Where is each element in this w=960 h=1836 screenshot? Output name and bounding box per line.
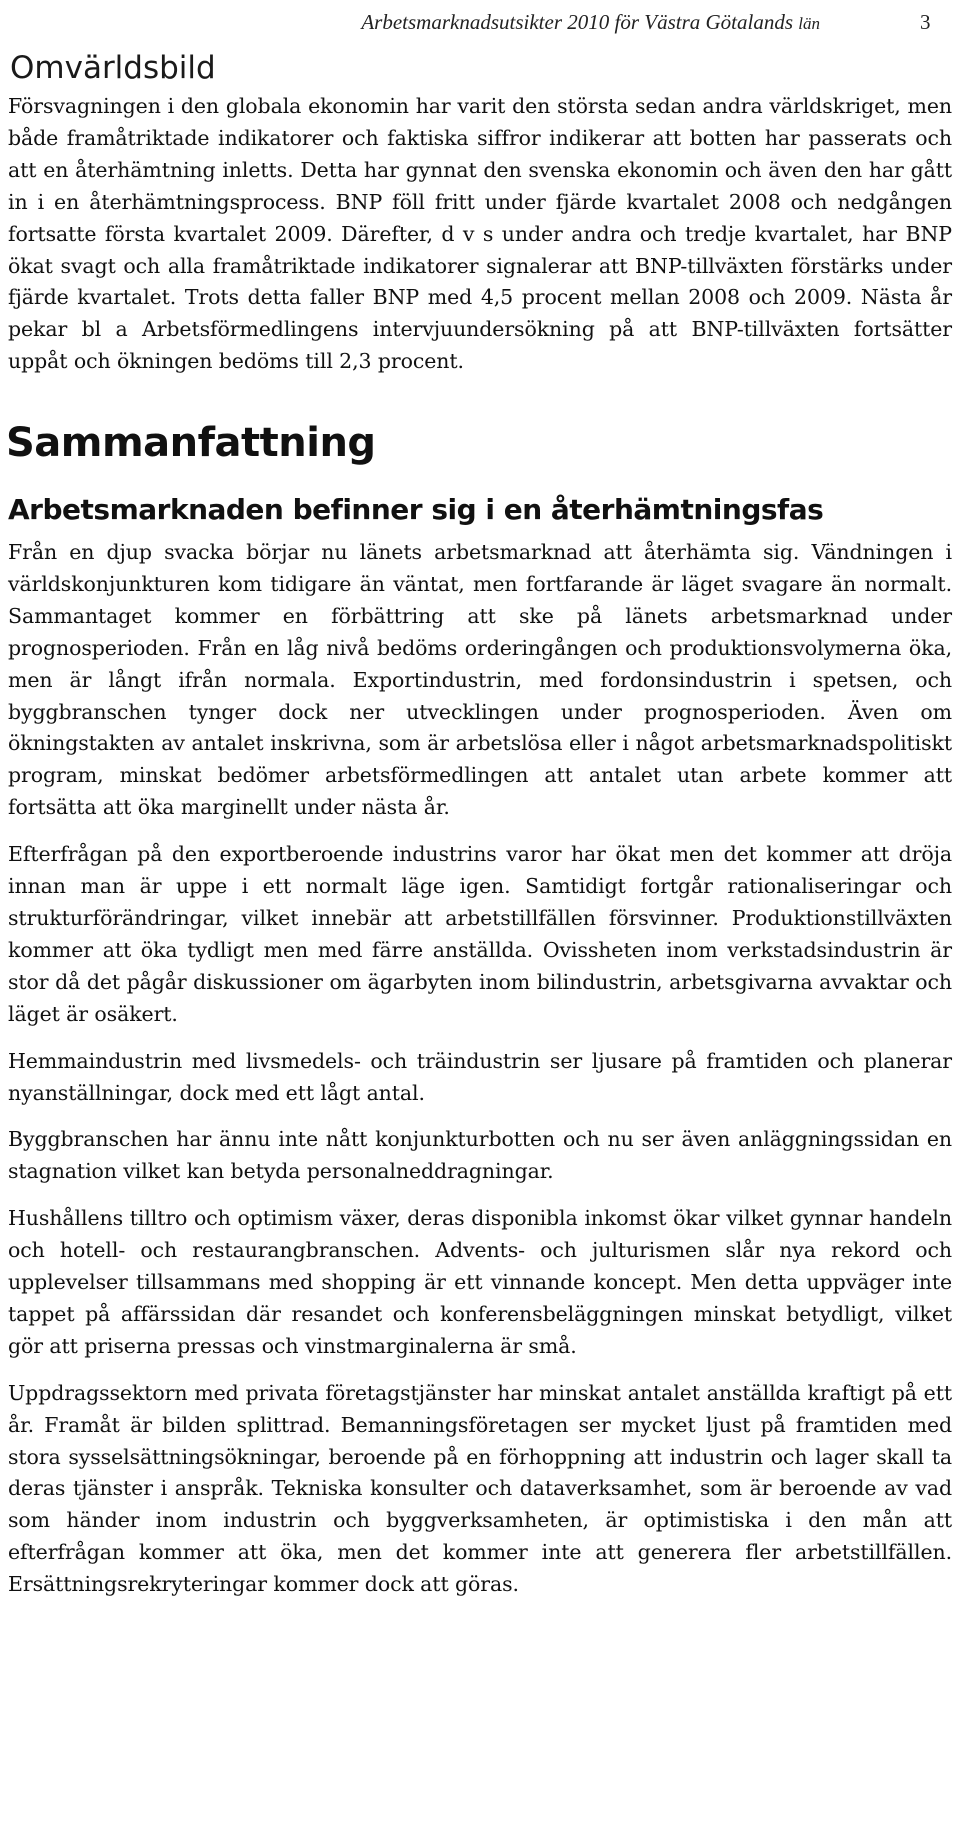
section-omvarldsbild-body: [8, 91, 952, 378]
page-number: 3: [920, 10, 931, 34]
section-heading-sammanfattning: Sammanfattning: [6, 420, 376, 466]
paragraph: Försvagningen i den globala ekonomin har varit den största sedan andra världskriget, men både framåtriktade indikatorer och faktiska siffror indikerar att botten har passerats och att en återhämtning inletts. Detta har gynnat den svenska ekonomin och även den har gått in i en återhämtningsprocess. BNP föll fritt under fjärde kvartalet 2008 och nedgången fortsatte första kvartalet 2009. Därefter, d v s under andra och tredje kvartalet, har BNP ökat svagt och alla framåtriktade indikatorer signalerar att BNP-tillväxten förstärks under fjärde kvartalet. Trots detta faller BNP med 4,5 procent mellan 2008 och 2009. Nästa år pekar bl a Arbetsförmedlingens intervjuundersökning på att BNP-tillväxten fortsätter uppåt och ökningen bedöms till 2,3 procent.: [8, 94, 952, 374]
running-title-small: län: [798, 14, 820, 33]
section-heading-omvarldsbild: Omvärldsbild: [10, 50, 216, 86]
paragraph: Byggbranschen har ännu inte nått konjunkturbotten och nu ser även anläggningssidan en stagnation vilket kan betyda personalneddragningar.: [8, 1127, 952, 1184]
paragraph: Hushållens tilltro och optimism växer, deras disponibla inkomst ökar vilket gynnar handeln och hotell- och restaurangbranschen. Advents- och julturismen slår nya rekord och upplevelser tillsammans med shopping är ett vinnande koncept. Men detta uppväger inte tappet på affärssidan där resandet och konferensbeläggningen minskat betydligt, vilket gör att priserna pressas och vinstmarginalerna är små.: [8, 1206, 952, 1358]
running-header: [361, 10, 820, 35]
section-sammanfattning-body: [8, 537, 952, 1601]
paragraph: Från en djup svacka börjar nu länets arbetsmarknad att återhämta sig. Vändningen i världskonjunkturen kom tidigare än väntat, men fortfarande är läget svagare än normalt. Sammantaget kommer en förbättring att ske på länets arbetsmarknad under prognosperioden. Från en låg nivå bedöms orderingången och produktionsvolymerna öka, men är långt ifrån normala. Exportindustrin, med fordonsindustrin i spetsen, och byggbranschen tynger dock ner utvecklingen under prognosperioden. Även om ökningstakten av antalet inskrivna, som är arbetslösa eller i något arbetsmarknadspolitiskt program, minskat bedömer arbetsförmedlingen att antalet utan arbete kommer att fortsätta att öka marginellt under nästa år.: [8, 540, 952, 820]
paragraph: Hemmaindustrin med livsmedels- och träindustrin ser ljusare på framtiden och planerar nyanställningar, dock med ett lågt antal.: [8, 1048, 952, 1105]
paragraph: Efterfrågan på den exportberoende industrins varor har ökat men det kommer att dröja innan man är uppe i ett normalt läge igen. Samtidigt fortgår rationaliseringar och strukturförändringar, vilket innebär att arbetstillfällen försvinner. Produktionstillväxten kommer att öka tydligt men med färre anställda. Ovissheten inom verkstadsindustrin är stor då det pågår diskussioner om ägarbyten inom bilindustrin, arbetsgivarna avvaktar och läget är osäkert.: [8, 842, 952, 1026]
running-title: Arbetsmarknadsutsikter 2010 för Västra Götalands: [361, 10, 794, 34]
paragraph: Uppdragssektorn med privata företagstjänster har minskat antalet anställda kraftigt på ett år. Framåt är bilden splittrad. Bemanningsföretagen ser mycket ljust på framtiden med stora sysselsättningsökningar, beroende på en förhoppning att industrin och lager skall ta deras tjänster i anspråk. Tekniska konsulter och dataverksamhet, som är beroende av vad som händer inom industrin och byggverksamheten, är optimistiska i den mån att efterfrågan kommer att öka, men det kommer inte att generera fler arbetstillfällen. Ersättningsrekryteringar kommer dock att göras.: [8, 1380, 952, 1597]
section-subheading: Arbetsmarknaden befinner sig i en återhämtningsfas: [8, 493, 824, 526]
